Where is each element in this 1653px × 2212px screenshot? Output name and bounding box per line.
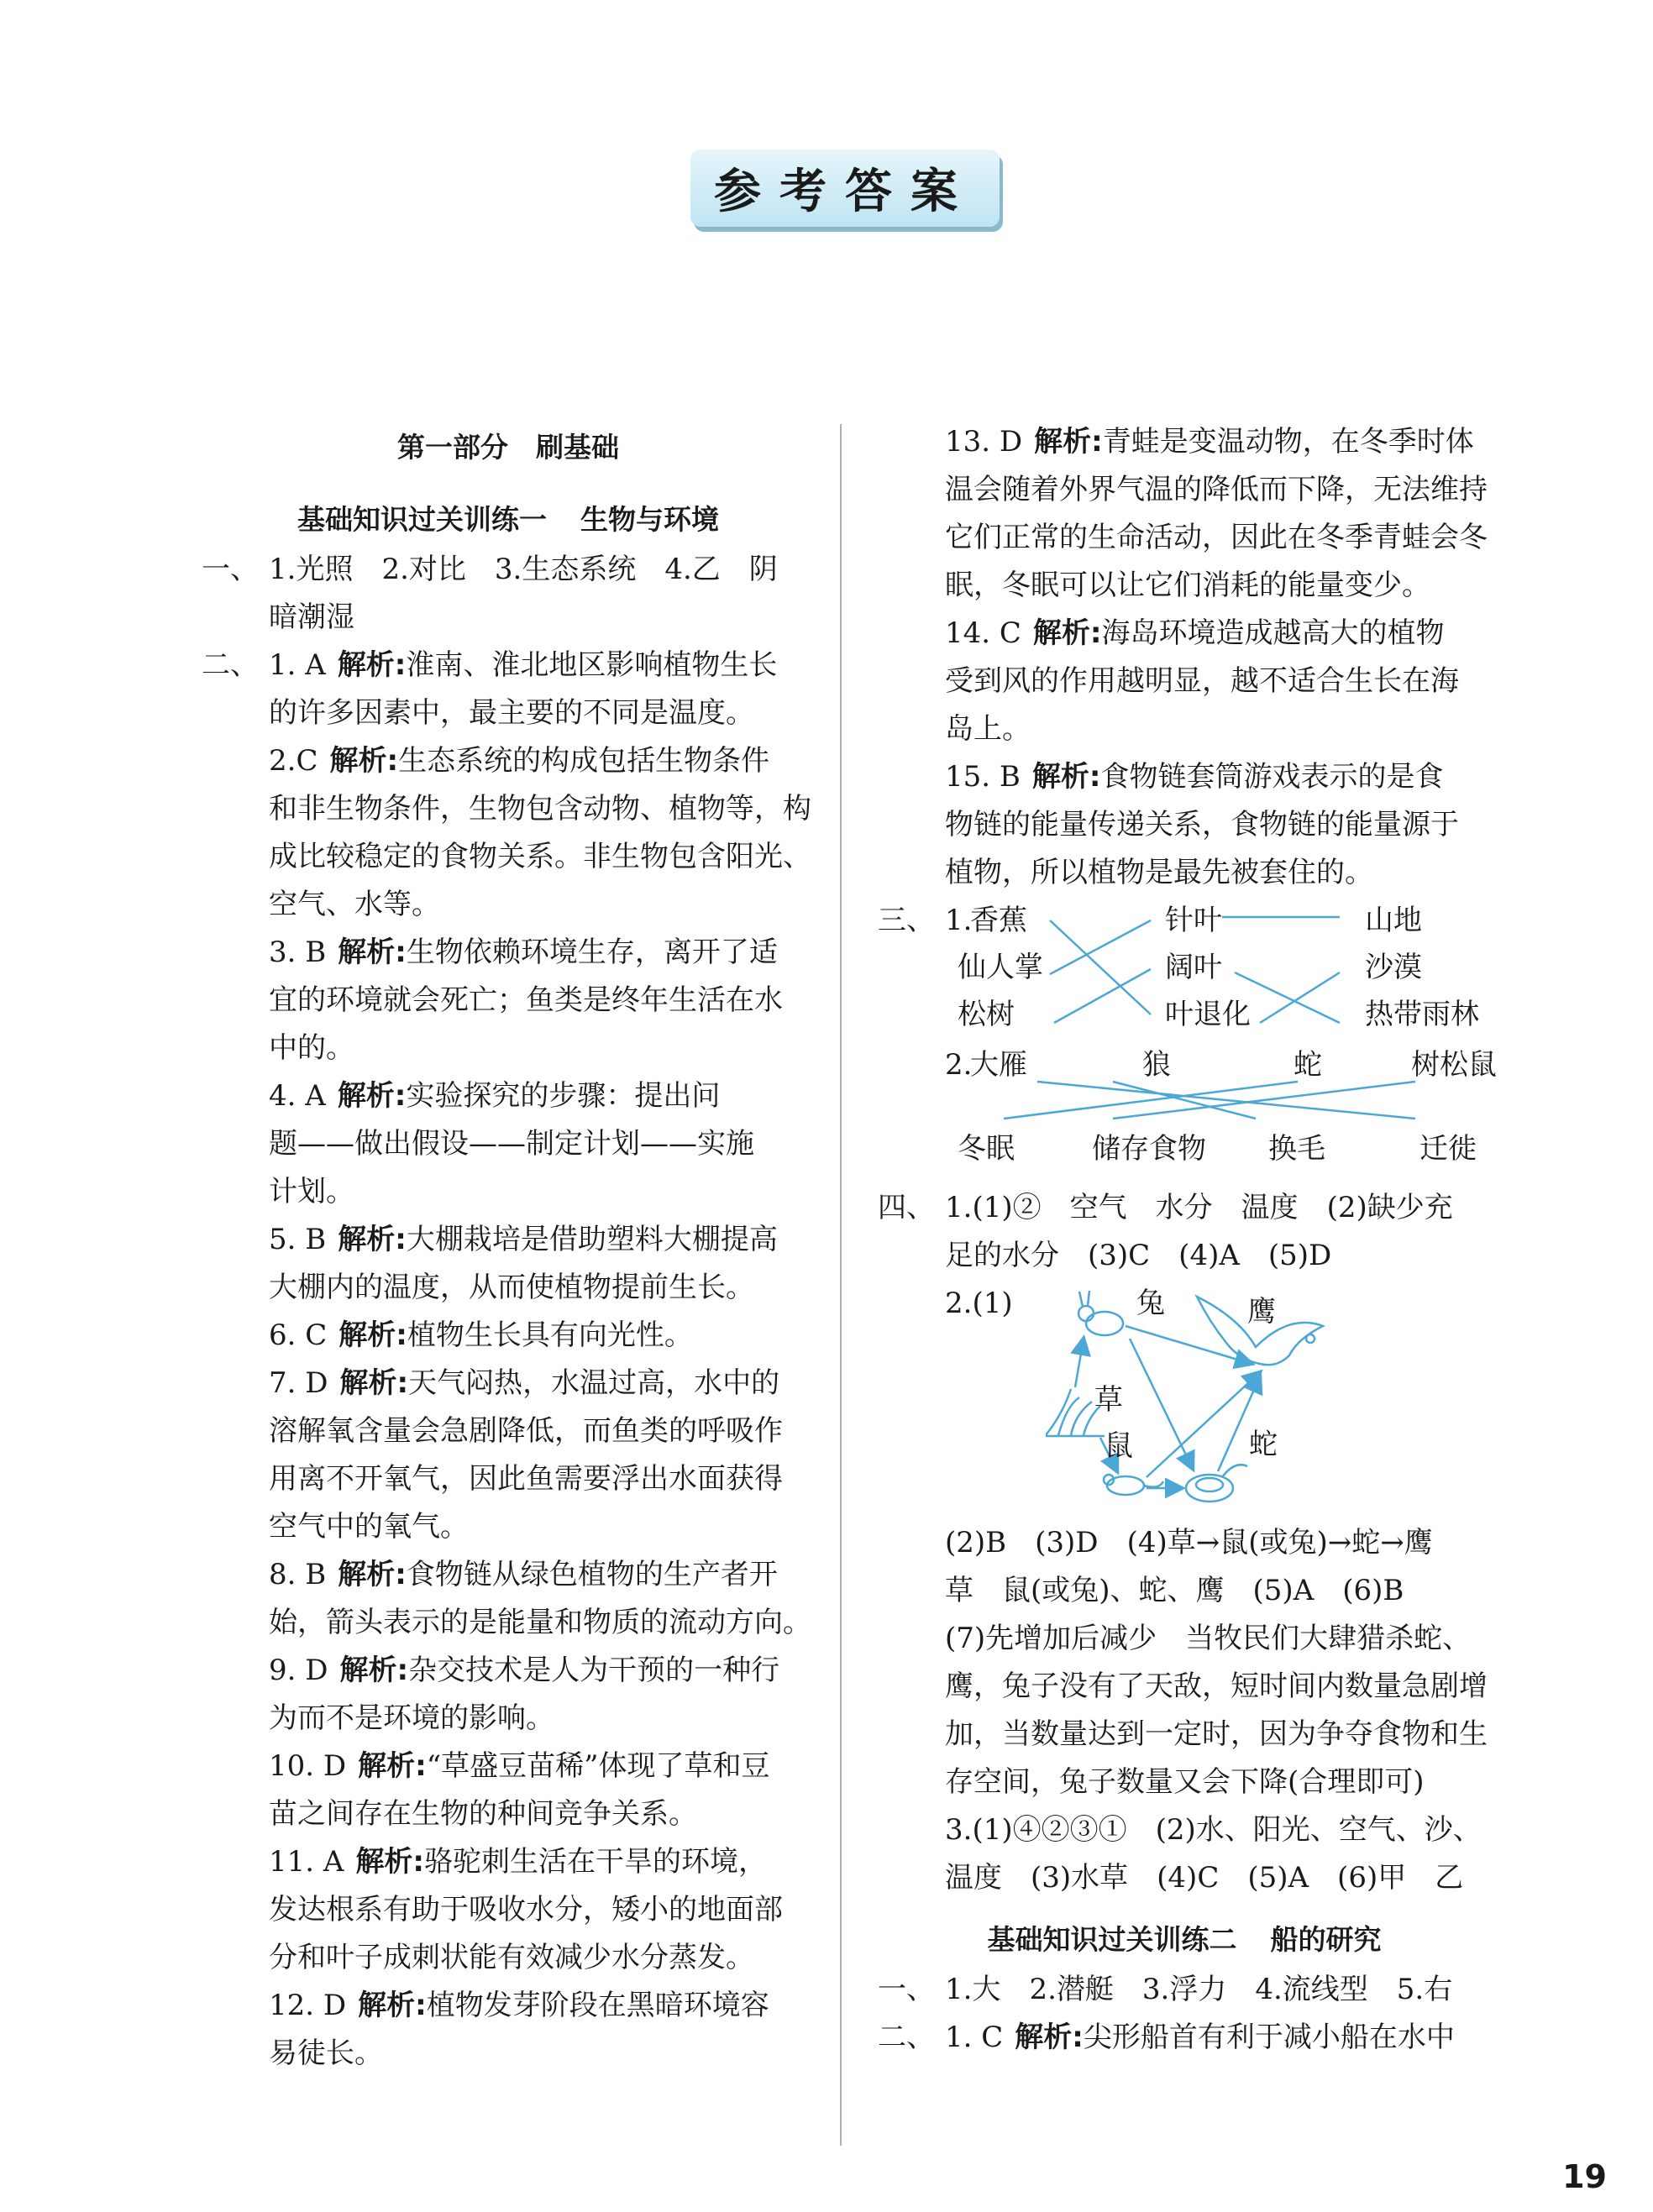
analysis-text: “草盛豆苗稀”体现了草和豆 (426, 1749, 770, 1783)
match-item: 换毛 (1268, 1132, 1325, 1166)
analysis-text: 生物依赖环境生存，离开了适 (406, 936, 778, 969)
analysis-text: 食物链从绿色植物的生产者开 (406, 1558, 778, 1591)
answer-line (269, 1743, 815, 1790)
answer-line (269, 689, 815, 737)
match-item: 热带雨林 (1365, 998, 1479, 1031)
answer-line: 草 鼠(或兔)、蛇、鹰 (5)A (6)B (945, 1574, 1404, 1607)
match-prefix: 1. (945, 904, 973, 937)
answer-line (269, 977, 815, 1025)
analysis-label: 解析: (339, 1366, 409, 1400)
answer-line: 加，当数量达到一定时，因为争夺食物和生 (945, 1717, 1488, 1751)
section-title (202, 482, 815, 546)
analysis-text: 计划。 (269, 1175, 354, 1208)
arrow-mouse-eagle (1147, 1372, 1260, 1477)
answer-number: 8. B (269, 1558, 327, 1591)
answer-line (269, 1360, 815, 1407)
answer-line (945, 849, 1491, 897)
answer-number: 11. A (269, 1845, 344, 1879)
analysis-label: 解析: (1034, 425, 1103, 459)
group-mark: 四、 (878, 1191, 935, 1224)
match-item: 松树 (958, 998, 1015, 1031)
answer-item (269, 737, 815, 929)
answer-line (269, 1551, 815, 1599)
answer-line: 存空间，兔子数量又会下降(合理即可) (945, 1765, 1425, 1799)
answer-item (269, 642, 815, 737)
match-item: 阔叶 (1165, 951, 1222, 984)
match-item: 大雁 (970, 1048, 1027, 1082)
analysis-text: 发达根系有助于吸收水分，矮小的地面部 (269, 1893, 783, 1926)
analysis-label: 解析: (1032, 616, 1102, 650)
rabbit-icon (1078, 1291, 1123, 1335)
analysis-label: 解析: (358, 1749, 427, 1783)
answer-line: 温度 (3)水草 (4)C (5)A (6)甲 乙 (945, 1861, 1464, 1895)
question-group-3 (878, 897, 1497, 1184)
answer-number: 1. C (945, 2021, 1004, 2054)
analysis-text: 实验探究的步骤：提出问 (406, 1079, 721, 1113)
analysis-text: 的许多因素中，最主要的不同是温度。 (269, 696, 754, 730)
analysis-text: 苗之间存在生物的种间竞争关系。 (269, 1797, 697, 1831)
matching-2 (945, 1041, 1497, 1184)
analysis-label: 解析: (339, 1654, 409, 1687)
answer-item (269, 1312, 815, 1360)
group-mark: 二、 (202, 648, 259, 682)
answer-list (945, 418, 1491, 897)
analysis-text: 植物生长具有向光性。 (407, 1318, 693, 1352)
analysis-text: 分和叶子成刺状能有效减少水分蒸发。 (269, 1941, 754, 1974)
answer-line (945, 801, 1491, 849)
answer-line (269, 833, 815, 881)
answer-line (269, 1072, 815, 1120)
answer-line (945, 514, 1491, 562)
analysis-text: 眠，冬眠可以让它们消耗的能量变少。 (945, 569, 1430, 602)
analysis-text: 杂交技术是人为干预的一种行 (408, 1654, 780, 1687)
analysis-text: 温会随着外界气温的降低而下降，无法维持 (945, 473, 1488, 506)
match-item: 针叶 (1165, 904, 1222, 937)
answer-line (269, 737, 815, 785)
answer-item (269, 1743, 815, 1838)
answer-line (269, 1503, 815, 1551)
analysis-text: 尖形船首有利于减小船在水中 (1083, 2021, 1455, 2054)
right-column (878, 418, 1497, 2062)
column-divider (840, 424, 842, 2146)
answer-line: 1.光照 2.对比 3.生态系统 4.乙 阴 (269, 553, 778, 586)
analysis-label: 解析: (1015, 2021, 1084, 2054)
answer-line (269, 1982, 815, 2030)
food-web-diagram (945, 1280, 1491, 1519)
answer-number: 9. D (269, 1654, 328, 1687)
match-item: 树松鼠 (1411, 1048, 1497, 1082)
arrow-rabbit-eagle (1126, 1326, 1252, 1364)
s2-question-group-2 (878, 2014, 1491, 2062)
match-item: 山地 (1365, 904, 1422, 937)
analysis-text: 天气闷热，水温过高，水中的 (408, 1366, 780, 1400)
analysis-text: 物链的能量传递关系，食物链的能量源于 (945, 808, 1459, 841)
answer-line: 1.大 2.潜艇 3.浮力 4.流线型 5.右 (945, 1973, 1453, 2006)
match-line (1260, 972, 1340, 1023)
answer-item (269, 1072, 815, 1216)
answer-item (269, 1838, 815, 1982)
answer-number: 2.C (269, 744, 318, 778)
answer-item (269, 1216, 815, 1312)
answer-line (945, 562, 1491, 610)
answer-line: 暗潮湿 (269, 600, 354, 634)
analysis-text: 大棚栽培是借助塑料大棚提高 (406, 1223, 778, 1256)
group-mark: 三、 (878, 904, 935, 937)
answer-line (945, 705, 1491, 753)
question-group-2 (202, 642, 815, 2078)
answer-line (945, 610, 1491, 658)
match-line (1054, 969, 1151, 1023)
question-group-4 (878, 1184, 1491, 1902)
food-web-node: 蛇 (1249, 1428, 1278, 1461)
food-web-node: 草 (1094, 1383, 1123, 1417)
answer-line: (7)先增加后减少 当牧民们大肆猎杀蛇、 (945, 1622, 1472, 1655)
page-number: 19 (1562, 2158, 1607, 2195)
analysis-label: 解析: (337, 648, 407, 682)
analysis-text: 为而不是环境的影响。 (269, 1701, 554, 1735)
match-item: 仙人掌 (958, 951, 1043, 984)
analysis-label: 解析: (338, 1223, 407, 1256)
answer-line (269, 1838, 815, 1886)
answer-line (269, 2030, 815, 2078)
analysis-text: 中的。 (269, 1031, 354, 1065)
analysis-label: 解析: (1031, 760, 1101, 794)
left-column (202, 418, 815, 2078)
answer-line (945, 2014, 1491, 2062)
analysis-label: 解析: (355, 1845, 425, 1879)
section-title-main: 基础知识过关训练一 (297, 503, 547, 536)
analysis-text: 骆驼刺生活在干旱的环境， (424, 1845, 768, 1879)
answer-line (269, 929, 815, 977)
answer-item (945, 753, 1491, 897)
answer-line: (2)B (3)D (4)草→鼠(或兔)→蛇→鹰 (945, 1526, 1433, 1559)
analysis-text: 溶解氧含量会急剧降低，而鱼类的呼吸作 (269, 1414, 783, 1448)
answer-line: 3.(1)④②③① (2)水、阳光、空气、沙、 (945, 1813, 1482, 1847)
analysis-text: 植物发芽阶段在黑暗环境容 (426, 1989, 769, 2022)
answer-number: 12. D (269, 1989, 347, 2022)
matching-1 (945, 897, 1491, 1041)
snake-icon (1186, 1465, 1247, 1502)
analysis-text: 食物链套筒游戏表示的是食 (1100, 760, 1444, 794)
analysis-text: 青蛙是变温动物，在冬季时体 (1102, 425, 1474, 459)
answer-line (945, 658, 1491, 705)
answer-line: 鹰，兔子没有了天敌，短时间内数量急剧增 (945, 1669, 1488, 1703)
answer-line (269, 1647, 815, 1695)
answer-number: 15. B (945, 760, 1021, 794)
analysis-text: 和非生物条件，生物包含动物、植物等，构 (269, 792, 811, 826)
analysis-text: 宜的环境就会死亡；鱼类是终年生活在水 (269, 983, 783, 1017)
match-item: 冬眠 (958, 1132, 1015, 1166)
group-mark: 一、 (878, 1973, 935, 2006)
analysis-label: 解析: (329, 744, 399, 778)
food-web-node: 鼠 (1105, 1429, 1133, 1463)
match-item: 香蕉 (970, 904, 1027, 937)
answer-line: 足的水分 (3)C (4)A (5)D (945, 1239, 1332, 1272)
answer-item (269, 1647, 815, 1743)
answer-number: 5. B (269, 1223, 327, 1256)
food-web-node: 鹰 (1247, 1295, 1276, 1329)
analysis-text: 易徒长。 (269, 2036, 383, 2070)
group-mark: 一、 (202, 553, 259, 586)
page-title: 参考答案 (690, 149, 1000, 227)
match-item: 狼 (1142, 1048, 1171, 1082)
answer-item (945, 418, 1491, 610)
answer-number: 1. A (269, 648, 326, 682)
analysis-label: 解析: (338, 936, 407, 969)
answer-lines (945, 1519, 1491, 1902)
part-title: 第一部分 刷基础 (397, 431, 619, 464)
analysis-text: 空气中的氧气。 (269, 1510, 469, 1544)
answer-line (269, 1168, 815, 1216)
answer-number: 10. D (269, 1749, 347, 1783)
answer-line (269, 1790, 815, 1838)
analysis-text: 题——做出假设——制定计划——实施 (269, 1127, 754, 1161)
arrow-grass-rabbit (1075, 1339, 1084, 1387)
answer-line (269, 1120, 815, 1168)
answer-item (269, 1982, 815, 2078)
answer-line (269, 1886, 815, 1934)
match-item: 储存食物 (1092, 1132, 1206, 1166)
answer-item (269, 1360, 815, 1551)
analysis-text: 成比较稳定的食物关系。非生物包含阳光、 (269, 840, 811, 873)
answer-line (269, 1599, 815, 1647)
match-item: 蛇 (1294, 1048, 1322, 1082)
analysis-text: 植物，所以植物是最先被套住的。 (945, 856, 1373, 889)
match-line (1050, 920, 1151, 1014)
answer-list (269, 642, 815, 2078)
analysis-text: 用离不开氧气，因此鱼需要浮出水面获得 (269, 1462, 783, 1496)
answer-line (269, 1455, 815, 1503)
s2-question-group-1 (878, 1966, 1491, 2014)
answer-line (269, 642, 815, 689)
answer-line (945, 418, 1491, 466)
section-title-main: 基础知识过关训练二 (987, 1923, 1237, 1956)
analysis-text: 岛上。 (945, 712, 1031, 746)
analysis-label: 解析: (338, 1318, 407, 1352)
mouse-icon (1104, 1475, 1163, 1495)
answer-line (945, 753, 1491, 801)
food-web-node: 兔 (1136, 1287, 1165, 1320)
match-item: 沙漠 (1365, 951, 1422, 984)
answer-line: 1.(1)② 空气 水分 温度 (2)缺少充 (945, 1191, 1453, 1224)
analysis-text: 它们正常的生命活动，因此在冬季青蛙会冬 (945, 521, 1488, 554)
section-title (878, 1902, 1491, 1966)
answer-line (269, 1216, 815, 1264)
analysis-label: 解析: (338, 1558, 407, 1591)
answer-number: 3. B (269, 936, 327, 969)
analysis-label: 解析: (358, 1989, 427, 2022)
answer-line (269, 785, 815, 833)
match-prefix: 2. (945, 1048, 973, 1082)
group-mark: 二、 (878, 2021, 935, 2054)
question-group-1 (202, 546, 815, 642)
answer-line (269, 1025, 815, 1072)
answer-number: 14. C (945, 616, 1021, 650)
match-item: 迁徙 (1419, 1132, 1477, 1166)
answer-line (269, 1264, 815, 1312)
answer-number: 13. D (945, 425, 1023, 459)
answer-number: 6. C (269, 1318, 328, 1352)
analysis-text: 空气、水等。 (269, 888, 440, 921)
match-item: 叶退化 (1165, 998, 1251, 1031)
answer-number: 4. A (269, 1079, 326, 1113)
match-line (1037, 1082, 1415, 1119)
food-web-label: 2.(1) (945, 1287, 1013, 1320)
answer-item (269, 1551, 815, 1647)
answer-number: 7. D (269, 1366, 328, 1400)
analysis-label: 解析: (337, 1079, 407, 1113)
answer-item (269, 929, 815, 1072)
analysis-text: 受到风的作用越明显，越不适合生长在海 (945, 664, 1459, 698)
answer-line (269, 1695, 815, 1743)
analysis-text: 大棚内的温度，从而使植物提前生长。 (269, 1271, 754, 1304)
answer-line (269, 1407, 815, 1455)
answer-line (269, 1934, 815, 1982)
answer-line (269, 1312, 815, 1360)
analysis-text: 淮南、淮北地区影响植物生长 (406, 648, 778, 682)
analysis-text: 海岛环境造成越高大的植物 (1101, 616, 1445, 650)
answer-item (945, 610, 1491, 753)
analysis-text: 生态系统的构成包括生物条件 (398, 744, 770, 778)
section-title-sub: 生物与环境 (580, 503, 719, 536)
analysis-text: 始，箭头表示的是能量和物质的流动方向。 (269, 1606, 811, 1639)
answer-line (269, 881, 815, 929)
arrow-rabbit-snake (1130, 1339, 1193, 1469)
section-title-sub: 船的研究 (1270, 1923, 1382, 1956)
answer-line (945, 466, 1491, 514)
